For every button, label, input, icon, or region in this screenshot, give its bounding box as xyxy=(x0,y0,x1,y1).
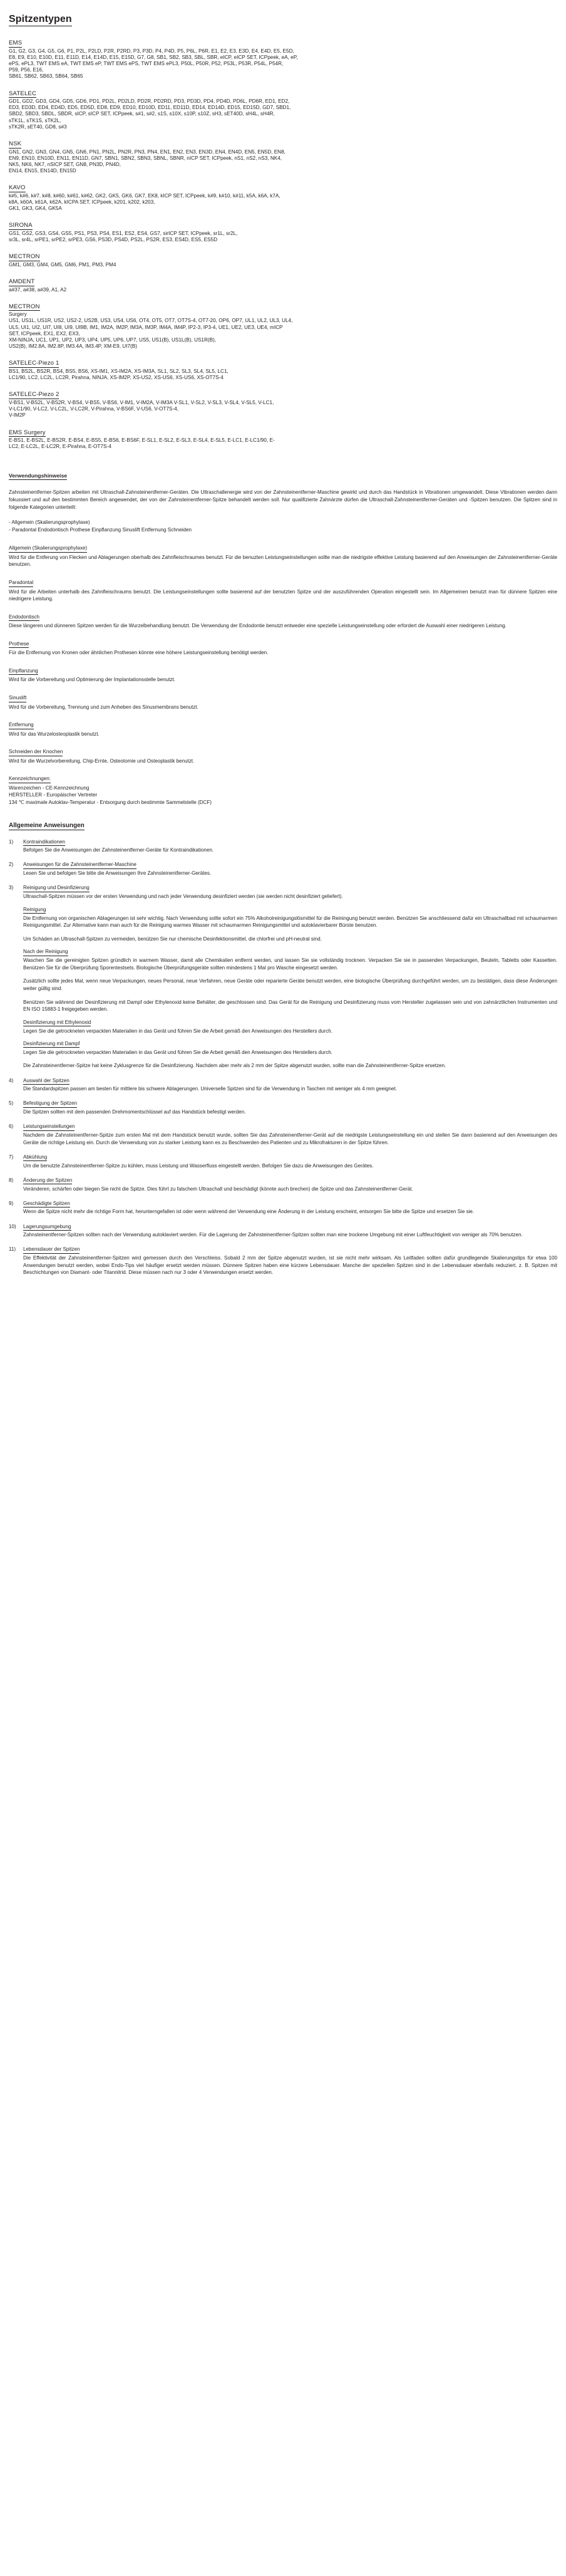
instruction-paragraph: Die Spitzen sollten mit dem passenden Drehmomentschlüssel auf das Handstück befestigt werden. xyxy=(23,1109,246,1115)
instruction-subsection-paragraph: Legen Sie die getrockneten verpackten Materialien in das Gerät und führen Sie die Arbeit gemäß den Anweisungen des Herstellers durch. xyxy=(23,1028,333,1034)
usage-section-heading: Verwendungshinweise xyxy=(9,472,68,479)
instruction-item xyxy=(9,1200,557,1216)
tip-code-list xyxy=(9,400,557,419)
usage-category-list xyxy=(9,519,557,533)
instruction-heading: Lagerungsumgebung xyxy=(23,1224,71,1231)
tip-code-line: ED3, ED3D, ED4, ED4D, ED5, ED5D, ED8, ED9, ED10, ED10D, ED11, ED11D, ED14, ED14D, ED15, ED15D, GD7, SBD1, xyxy=(9,105,291,111)
instruction-number: 4) xyxy=(9,1077,14,1083)
usage-term-block xyxy=(9,541,557,568)
instruction-paragraph: Zahnsteinentferner-Spitzen sollten nach der Verwendung autoklaviert werden. Für die Lagerung der Zahnsteinentferner-Spitzen sollten man eine trockene Umgebung mit einer Luftfeuchtigkeit von weniger als 70% benutzen. xyxy=(23,1232,523,1238)
usage-term-heading: Allgemein (Skalierungsprophylaxe) xyxy=(9,545,87,553)
brand-block xyxy=(9,388,557,419)
usage-term-text: Für die Entfernung von Kronen oder ähnlichen Prothesen könnte eine höhere Leistungseinstellung benötigt werden. xyxy=(9,650,269,656)
instruction-number: 10) xyxy=(9,1223,16,1229)
tip-code-line: V-BS1, V-BS2L, V-BS2R, V-BS4, V-BS5, V-BS6, V-IM1, V-IM2A, V-IM3A V-SL1, V-SL2, V-SL3, V-SL4, V-SL5, V-LC1, xyxy=(9,399,274,405)
usage-term-text: Wird für die Entferung von Flecken und Ablagerungen oberhalb des Zahnfleischraumes benutzt. Für die benuzten Leistungseinstellungen sollte man die niedrigste effektive Leistung basierend auf den Anweisungen der Zahnsteinentferner-Geräte benutzen. xyxy=(9,554,557,568)
tip-code-line: GK1, GK3, GK4, GK5A xyxy=(9,206,62,212)
usage-terms xyxy=(9,541,557,764)
brand-name: MECTRON xyxy=(9,303,40,310)
tip-code-list xyxy=(9,98,557,130)
usage-category-item: - Paradontal Endodontisch Prothese Einpflanzung Sinuslift Entfernung Schneiden xyxy=(9,526,192,533)
tip-code-list xyxy=(9,287,557,293)
instruction-heading: Geschädigte Spitzen xyxy=(23,1201,70,1207)
instruction-heading: Reinigung und Desinfizierung xyxy=(23,885,90,892)
tip-code-list xyxy=(9,262,557,268)
tip-code-list xyxy=(9,48,557,80)
instruction-paragraph: Wenn die Spitze nicht mehr die richtige Form hat, herunterngefallen ist oder wenn während der Verwendung eine Änderung in der Leistung erscheint, entsorgen Sie bitte die Spitze und ersetzen Sie sie. xyxy=(23,1209,475,1215)
tip-code-line: sTK1L, sTK1S, sTK2L, xyxy=(9,117,61,123)
tip-code-line: SET, ICPpeek, EX1, EX2, EX3, xyxy=(9,330,80,336)
tip-code-line: a#37, a#38, a#39, A1, A2 xyxy=(9,286,67,293)
tip-code-line: EN9, EN10, EN10D, EN11, EN11D, GN7, SBN1, SBN2, SBN3, SBNL, SBNR, nICP SET, ICPpeek, nS1, nS2, nS3, NK4, xyxy=(9,155,282,161)
tip-code-line: SBD2, SBD3, SBDL, SBDR, sICP, sICP SET, ICPpeek, s#1, s#2, s1S, s10X, s10P, s10Z, sH3, sET40D, sH4L, sH4R, xyxy=(9,111,275,117)
tip-code-line: E-BS1, E-BS2L, E-BS2R, E-BS4, E-BS5, E-BS6, E-BS6F, E-SL1, E-SL2, E-SL3, E-SL4, E-SL5, E-LC1, E-LC1/90, E- xyxy=(9,437,275,443)
brand-block xyxy=(9,250,557,268)
markings-heading: Kennzeichnungen: xyxy=(9,776,51,783)
brand-name: EMS Surgery xyxy=(9,429,46,436)
usage-term-block xyxy=(9,745,557,764)
instruction-number: 5) xyxy=(9,1100,14,1107)
tip-code-list xyxy=(9,149,557,175)
tip-code-line: k8A, k60A, k61A, k62A, kICPA SET, ICPpeek, k201, k202, k203, xyxy=(9,199,155,206)
instruction-subsection-paragraph: Die Zahnsteinentferner-Spitze hat keine Zyklusgrenze für die Desinfizierung. Nachdem aber mehr als 2 mm der Spitze abgenutzt wurden, sollte man die Zahnsteinentferner-Spitze ersetzen. xyxy=(23,1063,446,1069)
usage-term-block xyxy=(9,576,557,603)
tip-code-line: GN1, GN2, GN3, GN4, GN5, GN6, PN1, PN2L, PN2R, PN3, PN4, EN1, EN2, EN3, EN3D, EN4, EN4D, EN5, EN5D, EN8, xyxy=(9,149,286,155)
tip-code-list xyxy=(9,193,557,212)
instruction-item xyxy=(9,1100,557,1115)
tip-code-line: EN14, EN15, EN14D, EN15D xyxy=(9,168,76,174)
brand-block xyxy=(9,426,557,451)
instruction-paragraph: Um die benutzte Zahnsteinentferner-Spitze zu kühlen, muss Leistung und Wasserfluss eingestellt werden. Befolgen Sie dazu die Anweisungen des Gerätes. xyxy=(23,1162,374,1169)
tip-code-line: E8, E9, E10, E10D, E11, E11D, E14, E14D, E15, E15D, G7, G8, SB1, SB2, SB3, SBL, SBR, eICP, eICP SET, ICPpeek, eA, eP, xyxy=(9,54,298,60)
instruction-item xyxy=(9,1223,557,1239)
instruction-item xyxy=(9,1154,557,1169)
usage-term-text: Wird für die Vorbereitung, Trennung und zum Anheben des Sinusmembrans benutzt. xyxy=(9,704,198,710)
brand-block xyxy=(9,36,557,80)
usage-term-text: Wird für die Wurzelvorbereitung, Chip-Ernte, Osteotomie und Osteoplastik benutzt. xyxy=(9,758,195,764)
page-title: Spitzentypen xyxy=(9,14,72,26)
instruction-number: 7) xyxy=(9,1154,14,1160)
tip-code-line: LC1/90, LC2, LC2L, LC2R, Pirahna, NINJA, XS-IM2P, XS-US2, XS-US6, XS-US6, XS-OT7S-4 xyxy=(9,375,224,381)
instruction-heading: Anweisungen für die Zahnsteinentferner-Maschine xyxy=(23,862,136,868)
tip-code-line: UL5, UI1, UI2, UI7, UI8, UI9, UI9B, IM1, IM2A, IM2P, IM3A, IM3P, IM4A, IM4P, IP2-3, IP3-4, UE1, UE2, UE3, UE4, mICP xyxy=(9,324,283,330)
tip-code-line: XM-NINJA, UC1, UP1, UP2, UP3, UP4, UP5, UP6, UP7, US5, US1(B), US1L(B), US1R(B), xyxy=(9,337,217,343)
brand-name: SATELEC-Piezo 2 xyxy=(9,391,59,399)
instruction-paragraph: Veränderen, schärfen oder biegen Sie nicht die Spitze. Dies führt zu falschem Ultraschall und beschädigt (könnte auch brechen) die Spitze und das Zahnsteinentferner-Gerät. xyxy=(23,1186,413,1192)
brand-name: EMS xyxy=(9,39,23,46)
instruction-heading: Änderung der Spitzen xyxy=(23,1177,72,1184)
usage-term-text: Wird für die Arbeiten unterhalb des Zahnfleischraums benutzt. Die Leistungseinstellungen sollte basierend auf der benutzten Spitze und der auszuführenden Operation eingestellt sein. Im Allgemeinen benutzt man für dünnere Spitzen eine niedrigere Leistung. xyxy=(9,588,557,602)
brand-block xyxy=(9,300,557,350)
instruction-paragraph: Befolgen Sie die Anweisungen der Zahnsteinentferner-Geräte für Kontraindikationen. xyxy=(23,847,214,853)
tip-code-list xyxy=(9,318,557,350)
usage-intro-paragraph: Zahnsteinentferner-Spitzen arbeiten mit Ultraschall-Zahnsteinentferner-Geräten. Die Ultraschallenergie wird von der Zahnsteinentferner-Maschine gewirkt und durch das Handstück in Vibrationen umgewandelt. Diese Vibrationen werden dann fokussiert und auf den bestimmten Bereich angewendet, der von der Zahnsteinentferner-Spitze behandelt werden soll. Nur qualifizierte Zahnärzte dürfen die Ultraschall-Zahnsteinentferner-Geräten und -Spitzen benutzen. Die Spitzen sind in folgende Kategorien unterteilt: xyxy=(9,489,557,510)
tip-code-list xyxy=(9,231,557,243)
usage-term-heading: Sinuslift xyxy=(9,695,26,702)
brand-name: AMDENT xyxy=(9,278,35,286)
markings-line: Warenzeichen - CE-Kennzeichnung xyxy=(9,785,90,791)
brand-block xyxy=(9,219,557,243)
tip-code-line: P59, P56, E16, xyxy=(9,67,44,73)
instruction-item xyxy=(9,1246,557,1276)
instruction-item xyxy=(9,861,557,877)
tip-code-line: V-LC1/90, V-LC2, V-LC2L, V-LC2R, V-Pirahna, V-BS6F, V-US6, V-OT7S-4, xyxy=(9,406,178,412)
usage-term-block xyxy=(9,718,557,738)
instruction-number: 9) xyxy=(9,1200,14,1206)
brand-name: MECTRON xyxy=(9,253,40,261)
instruction-heading: Leistungseinstellungen xyxy=(23,1124,75,1130)
tip-code-line: ePS, ePL3, TWT EMS eA, TWT EMS eP, TWT EMS ePS, TWT EMS ePL3, P50L, P50R, P52, P53L, P53R, P54L, P54R, xyxy=(9,60,284,66)
brand-sublabel: Surgery xyxy=(9,311,27,318)
instruction-item xyxy=(9,838,557,854)
instruction-number: 3) xyxy=(9,885,14,891)
tip-code-line: V-IM2P xyxy=(9,412,26,419)
instruction-item xyxy=(9,1177,557,1192)
general-instructions-title: Allgemeine Anweisungen xyxy=(9,821,85,829)
instruction-number: 8) xyxy=(9,1177,14,1183)
brand-block xyxy=(9,357,557,381)
tip-code-list xyxy=(9,368,557,381)
usage-term-block xyxy=(9,691,557,711)
usage-term-heading: Einpflanzung xyxy=(9,668,38,675)
tip-code-line: G1, G2, G3, G4, G5, G6, P1, P2L, P2LD, P2R, P2RD, P3, P3D, P4, P4D, P5, P6L, P6R, E1, E2, E3, E3D, E4, E4D, E5, E5D, xyxy=(9,48,294,54)
instruction-item xyxy=(9,884,557,1070)
instruction-paragraph: Lesen Sie und befolgen Sie bitte die Anweisungen Ihre Zahnsteinentferner-Gerätes. xyxy=(23,870,212,877)
tip-code-line: US2(B), IM2.8A, IM2.8P, IM3.4A, IM3.4P, XM-E9, UI7(B) xyxy=(9,343,137,350)
usage-term-block xyxy=(9,637,557,657)
brand-name: SIRONA xyxy=(9,222,33,229)
instruction-subsection-heading: Nach der Reinigung xyxy=(23,949,68,956)
usage-term-text: Wird für die Vorbereitung und Optimierung der Implantationsstelle benutzt. xyxy=(9,677,175,683)
brand-sections xyxy=(9,36,557,450)
brand-name: KAVO xyxy=(9,184,26,192)
instruction-heading: Lebensdauer der Spitzen xyxy=(23,1246,80,1253)
markings-line: 134 ℃ maximale Autoklav-Temperatur - Entsorgung durch bestimmte Sammelstelle (DCF) xyxy=(9,800,212,805)
markings-block xyxy=(9,772,557,806)
brand-name: SATELEC xyxy=(9,90,37,97)
usage-term-heading: Paradontal xyxy=(9,580,33,587)
instruction-number: 2) xyxy=(9,862,14,868)
tip-code-line: SB61, SB62, SB63, SB64, SB65 xyxy=(9,73,83,80)
tip-code-list xyxy=(9,437,557,450)
tip-code-line: LC2, E-LC2L, E-LC2R, E-Pirahna, E-OT7S-4 xyxy=(9,444,111,450)
instruction-paragraph: Die Effektivität der Zahnsteinentferner-Spitzen wird gemessen durch den Verschleiss. Sobald 2 mm der Spitze abgenutzt wurden, ist sie nicht mehr wirksam. Als Leitfaden sollten dafür grundlegende Skalierungstips für etwa 100 Anwendungen benutzt werden, wobei Endo-Tips viel häufiger ersetzt werden müssen. Dünnere Spitzen haben eine kürzere Lebensdauer. Manche der speziellen Spitzen sind in der Lebensdauer ebenfalls reduziert. z. B. Spitzen mit Beschichtungen von Diamant- oder Titannitrid. Diese müssen nach nur 3 oder 4 Verwendungen ersetzt werden. xyxy=(23,1255,557,1276)
instruction-heading: Auswahl der Spitzen xyxy=(23,1078,69,1085)
instruction-subsection-paragraph: Legen Sie die getrockneten verpackten Materialien in das Gerät und führen Sie die Arbeit gemäß den Anweisungen des Herstellers durch. xyxy=(23,1049,333,1055)
tip-code-line: NK5, NK6, NK7, nSICP SET, GN8, PN3D, PN4D, xyxy=(9,161,121,167)
instruction-subsection-paragraph: Die Entfernung von organischen Ablagerungen ist sehr wichtig. Nach Verwendung sollte sofort ein 75% Alkoholreinigungslösmittel für die Reiningung benutzt werden. Benützen Sie anschliessend dafür ein Ultraschallbad mit schaumarmen Reinigungsmittel. Zur Alternative kann man auch für die Reinigung warmes Wasser mit schaumarmen Reinigungsmittel und autoklavierbarer Bürste benutzen. xyxy=(23,915,557,929)
usage-term-heading: Entfernung xyxy=(9,722,34,729)
usage-term-heading: Schneiden der Knochen xyxy=(9,749,63,756)
instruction-heading: Abkühlung xyxy=(23,1154,47,1161)
usage-term-text: Diese längeren und dünneren Spitzen werden für die Wurzelbehandlung benutzt. Die Verwendung der Endodontie benutzt entweder eine spezielle Leistungseinstellung oder erfordert die Auswahl einer niedrigeren Leistung. xyxy=(9,623,507,629)
instruction-item xyxy=(9,1077,557,1093)
tip-code-line: BS1, BS2L, BS2R, BS4, BS5, BS6, XS-IM1, XS-IM2A, XS-IM3A, SL1, SL2, SL3, SL4, SL5, LC1, xyxy=(9,368,229,374)
tip-code-line: US1, US1L, US1R, US2, US2-2, US2B, US3, US4, US6, OT4, OT5, OT7, OT7S-4, OT7-20, OP6, OP7, UL1, UL2, UL3, UL4, xyxy=(9,318,293,324)
instruction-subsection-heading: Desinfizierung mit Ethylenoxid xyxy=(23,1019,91,1026)
usage-term-block xyxy=(9,610,557,630)
brand-block xyxy=(9,275,557,293)
instruction-subsection-paragraph: Zusätzlich sollte jedes Mal, wenn neue Verpackungen, neues Personal, neue Verfahren, neue Geräte oder reparierte Geräte benutzt werden, eine biologische Überprüfung durchgeführt werden, um zu bestätigen, dass diese Änderungen weiter gültig sind. xyxy=(23,978,557,991)
markings-line: HERSTELLER - Europäischer Vertreter xyxy=(9,792,98,798)
tip-code-line: sTK2R, sET40, GD8, s#3 xyxy=(9,123,67,130)
brand-block xyxy=(9,87,557,131)
brand-block xyxy=(9,181,557,212)
usage-term-text: Wird für das Wurzelosteoplastik benutzt. xyxy=(9,731,100,737)
usage-category-item: - Allgemein (Skalierungsprophylaxe) xyxy=(9,519,90,526)
usage-term-heading: Endodontisch xyxy=(9,614,39,622)
instruction-number: 11) xyxy=(9,1246,16,1253)
instruction-paragraph: Nachdem die Zahnsteinentferner-Spitze zum ersten Mal mit dem Handstück benutzt wurde, sollten Sie das Zahnsteinentferner-Gerät auf die niedrigste Leistungseinstellung ein und stellen Sie dann basierend auf den Anweisungen des Geräte die richtige Leistung ein. Durch die Verwendung von zu starker Leistung kann es zu Beschwerden des Patienten und zu Mikrofrakturen in der Spitze führen. xyxy=(23,1132,557,1145)
instruction-list xyxy=(9,838,557,1276)
instruction-subsection-paragraph: Waschen Sie die gereinigten Spitzen gründlich in warmem Wasser, damit alle Chemikalien entfernt werden, und lassen Sie sie vollständig trocknen. Verpacken Sie sie in passenden Verpackungen, Beuteln, Tabletts oder Kassetten. Benützen Sie für die Überprüfung Sporentestsets. Biologische Überprüfungsgeräte sollten mindestens 1 Mal pro Wasche eingesetzt werden. xyxy=(23,957,557,971)
instruction-paragraph: Ultraschall-Spitzen müssen vor der ersten Verwendung und nach jeder Verwendung desinfiziert werden (sie werden nicht desinfiziert geliefert). xyxy=(23,894,343,900)
usage-section xyxy=(9,469,557,806)
instruction-subsection-heading: Desinfizierung mit Dampf xyxy=(23,1041,80,1048)
instruction-item xyxy=(9,1123,557,1146)
tip-code-line: GD1, GD2, GD3, GD4, GD5, GD6, PD1, PD2L, PD2LD, PD2R, PD2RD, PD3, PD3D, PD4, PD4D, PD6L, PD6R, ED1, ED2, xyxy=(9,98,290,105)
tip-code-line: sr3L, sr4L, srPE1, srPE2, srPE3, GS6, PS3D, PS4D, PS2L, PS2R, ES3, ES4D, ES5, ES5D xyxy=(9,237,218,243)
instruction-number: 1) xyxy=(9,838,14,845)
tip-code-line: GM1, GM3, GM4, GM5, GM6, PM1, PM3, PM4 xyxy=(9,261,116,268)
brand-name: NSK xyxy=(9,140,22,148)
instruction-heading: Befestigung der Spitzen xyxy=(23,1100,77,1107)
instruction-heading: Kontraindikationen xyxy=(23,839,65,846)
tip-code-line: k#5, k#6, k#7, k#8, k#60, k#61, k#62, GK2, GK5, GK6, GK7, EK8, kICP SET, ICPpeek, k#9, k#10, k#11, k5A, k6A, k7A, xyxy=(9,192,280,199)
brand-block xyxy=(9,137,557,174)
usage-term-block xyxy=(9,664,557,684)
brand-name: SATELEC-Piezo 1 xyxy=(9,360,59,367)
tip-code-line: GS1, GS2, GS3, GS4, GS5, PS1, PS3, PS4, ES1, ES2, ES4, GS7, sirICP SET, ICPpeek, sr1L, sr2L, xyxy=(9,230,238,236)
instruction-paragraph: Die Standardspitzen passen am besten für mittlere bis schwere Ablagerungen. Universelle Spitzen sind für die Verwendung in Taschen mit weniger als 4 mm geeignet. xyxy=(23,1086,397,1092)
instruction-subsection-paragraph: Benützen Sie während der Desinfizierung mit Dampf oder Ethylenoxid keine Behälter, die geschlossen sind. Das Gerät für die Reinigung und Desinfizierung muss vom Hersteller zugelassen sein und von zahnärztlichen Instrumenten und EN ISO 15883-1 freigegeben werden. xyxy=(23,999,557,1013)
usage-term-heading: Prothese xyxy=(9,641,29,649)
instruction-subsection-paragraph: Um Schäden an Ultraschall-Spitzen zu vermeiden, benützen Sie nur chemische Desinfektionsmittel, die chlorfrei und pH-neutral sind. xyxy=(23,936,322,942)
instruction-number: 6) xyxy=(9,1124,14,1130)
instruction-subsection-heading: Reinigung xyxy=(23,907,46,914)
